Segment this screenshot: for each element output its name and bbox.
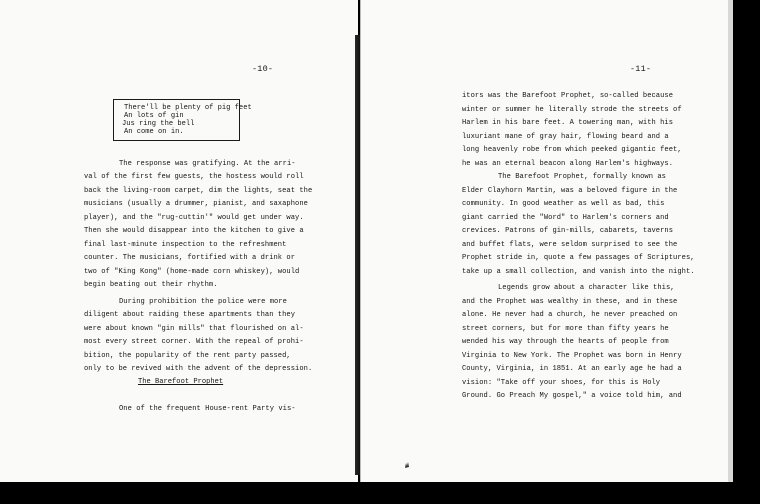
left-page — [0, 0, 358, 482]
text-line: County, Virginia, in 1851. At an early age he had a — [462, 365, 682, 373]
verse-line: Jus ring the bell — [122, 120, 195, 128]
text-line: two of "King Kong" (home-made corn whiskey), would — [84, 268, 300, 276]
text-line: most every street corner. With the repeal of prohi- — [84, 338, 304, 346]
text-line: Virginia to New York. The Prophet was born in Henry — [462, 352, 682, 360]
text-line: Elder Clayhorn Martin, was a beloved figure in the — [462, 187, 678, 195]
text-line: Prophet stride in, quote a few passages of Scriptures, — [462, 254, 695, 262]
text-line: One of the frequent House-rent Party vis- — [119, 405, 296, 413]
text-line: and the Prophet was wealthy in these, and in these — [462, 298, 678, 306]
text-line: vision: "Take off your shoes, for this is Holy — [462, 379, 661, 387]
text-line: final last-minute inspection to the refreshment — [84, 241, 287, 249]
verse-box — [113, 99, 252, 141]
text-line: Harlem in his bare feet. A towering man, with his — [462, 119, 674, 127]
text-line: only to be revived with the advent of the depression. — [84, 365, 313, 373]
page-number: -10- — [252, 64, 274, 74]
text-line: luxuriant mane of gray hair, flowing beard and a — [462, 133, 669, 141]
text-line: bition, the popularity of the rent party passed, — [84, 352, 291, 360]
text-line: winter or summer he literally strode the streets of — [462, 106, 682, 114]
text-line: street corners, but for more than fifty years he — [462, 325, 669, 333]
text-line: back the living-room carpet, dim the lights, seat the — [84, 187, 313, 195]
text-line: diligent about raiding these apartments than they — [84, 311, 296, 319]
verse-line: There'll be plenty of pig feet — [124, 104, 252, 112]
text-line: alone. He never had a church, he never preached on — [462, 311, 678, 319]
text-line: musicians (usually a drummer, pianist, and saxaphone — [84, 200, 308, 208]
text-line: crevices. Patrons of gin-mills, cabarets, taverns — [462, 227, 674, 235]
text-line: take up a small collection, and vanish into the night. — [462, 268, 695, 276]
ink-smudge — [404, 461, 410, 469]
text-line: counter. The musicians, fortified with a drink or — [84, 254, 296, 262]
text-line: Then she would disappear into the kitchen to give a — [84, 227, 304, 235]
text-line: The Barefoot Prophet, formally known as — [498, 173, 666, 181]
section-heading: The Barefoot Prophet — [138, 378, 224, 386]
text-line: wended his way through the hearts of people from — [462, 338, 669, 346]
text-line: he was an eternal beacon along Harlem's highways. — [462, 160, 674, 168]
verse-line: An lots of gin — [124, 112, 184, 120]
text-line: Legends grow about a character like this, — [498, 284, 675, 292]
text-line: The response was gratifying. At the arri- — [119, 160, 296, 168]
right-page — [360, 0, 729, 482]
text-line: were about known "gin mills" that flourished on al- — [84, 325, 304, 333]
text-line: During prohibition the police were more — [119, 298, 287, 306]
text-line: player), and the "rug-cuttin'" would get under way. — [84, 214, 304, 222]
text-line: val of the first few guests, the hostess would roll — [84, 173, 304, 181]
scan-border — [0, 482, 760, 504]
text-line: begin beating out their rhythm. — [84, 281, 218, 289]
text-line: itors was the Barefoot Prophet, so-called because — [462, 92, 674, 100]
text-line: and buffet flats, were seldom surprised to see the — [462, 241, 678, 249]
text-line: long heavenly robe from which peeked gigantic feet, — [462, 146, 682, 154]
text-line: Ground. Go Preach My gospel," a voice told him, and — [462, 392, 682, 400]
text-line: giant carried the "Word" to Harlem's corners and — [462, 214, 669, 222]
verse-line: An come on in. — [124, 128, 184, 136]
scan-edge — [728, 0, 733, 482]
text-line: community. In good weather as well as bad, this — [462, 200, 665, 208]
page-number: -11- — [630, 64, 652, 74]
